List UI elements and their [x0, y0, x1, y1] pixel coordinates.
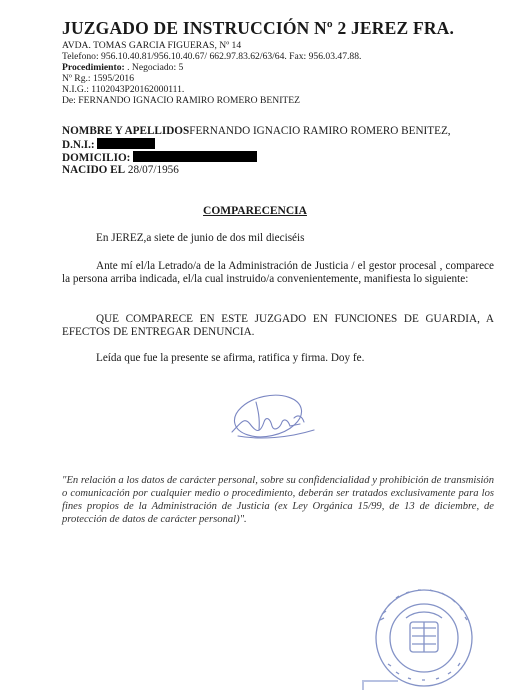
statement-paragraph: QUE COMPARECE EN ESTE JUZGADO EN FUNCIONES DE GUARDIA, A EFECTOS DE ENTREGAR DENUNCIA. [62, 313, 494, 339]
nig-number: N.I.G.: 1102043P20162000111. [62, 84, 185, 95]
redaction-bar [133, 151, 257, 162]
name-line [62, 125, 451, 138]
from-line: De: FERNANDO IGNACIO RAMIRO ROMERO BENITEZ [62, 95, 300, 106]
court-address: AVDA. TOMAS GARCIA FIGUERAS, Nº 14 [62, 40, 242, 51]
name-value: FERNANDO IGNACIO RAMIRO ROMERO BENITEZ, [189, 125, 451, 137]
signature [210, 388, 330, 450]
bottom-stamp-fragment [362, 680, 398, 690]
birth-line [62, 164, 179, 177]
procedure-value: . Negociado: 5 [124, 62, 184, 73]
procedure-label: Procedimiento: [62, 62, 125, 73]
address-label: DOMICILIO: [62, 152, 131, 164]
document-title: COMPARECENCIA [203, 205, 307, 217]
procedure-line [62, 62, 183, 73]
address-line [62, 151, 257, 165]
appearance-paragraph: Ante mí el/la Letrado/a de la Administración de Justicia / el gestor procesal , comparece la persona arriba indicada, el/la cual instruido/a convenientemente, manifiesta lo siguiente: [62, 260, 494, 286]
court-title: JUZGADO DE INSTRUCCIÓN Nº 2 JEREZ FRA. [62, 18, 455, 38]
privacy-note: "En relación a los datos de carácter personal, sobre su confidencialidad y prohibición de transmisión o comunicación por cualquier medio o procedimiento, deberán ser tratados exclusivamente para los fines propios de la Administración de Justicia (ex Ley Orgánica 15/99, de 13 de diciembre, de protección de datos de carácter personal)". [62, 475, 494, 525]
registry-number: Nº Rg.: 1595/2016 [62, 73, 134, 84]
court-seal-stamp [362, 580, 480, 688]
name-label: NOMBRE Y APELLIDOS [62, 125, 190, 137]
closing-line: Leída que fue la presente se afirma, ratifica y firma. Doy fe. [96, 352, 365, 364]
birth-label: NACIDO EL [62, 164, 126, 176]
redaction-bar [97, 138, 155, 149]
dni-label: D.N.I.: [62, 139, 95, 151]
place-date: En JEREZ,a siete de junio de dos mil dieciséis [96, 232, 305, 244]
court-phones: Telefono: 956.10.40.81/956.10.40.67/ 662.97.83.62/63/64. Fax: 956.03.47.88. [62, 51, 362, 62]
dni-line [62, 138, 155, 152]
birth-value: 28/07/1956 [127, 164, 179, 176]
